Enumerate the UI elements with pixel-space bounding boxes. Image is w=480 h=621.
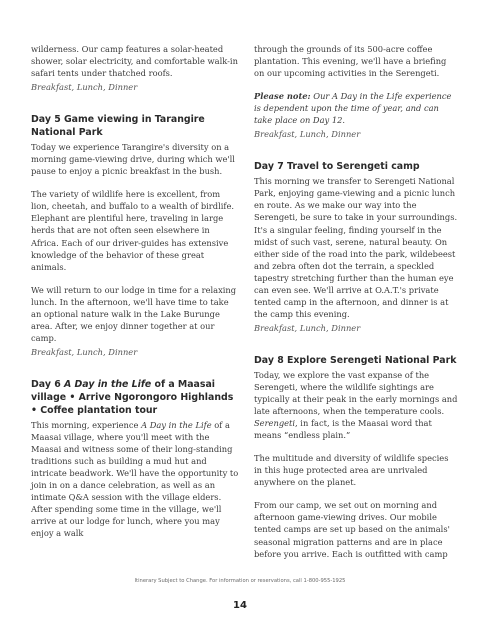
day6-p1-part-a: This morning, experience <box>31 419 142 430</box>
please-note-paragraph <box>254 90 458 126</box>
day7-paragraph-1: This morning we transfer to Serengeti National Park, enjoying game-viewing and a picnic lunch en route. As we make our way into the Serengeti, be sure to take in your surroundings. It's a singular feeling, finding yourself in the midst of such vast, serene, natural beauty. On either side of the road into the park, wildebeest and zebra often dot the terrain, a speckled tapestry stretching further than the human eye can even see. We'll arrive at O.A.T.'s private tented camp in the afternoon, and dinner is at the camp this evening. <box>254 176 458 319</box>
day8-p1-italic: Serengeti <box>254 418 296 429</box>
page-number: 14 <box>233 600 247 611</box>
day8-paragraph-1 <box>254 369 458 441</box>
day6-paragraph-1 <box>31 419 239 539</box>
day6-heading-part-a: Day 6 <box>31 378 64 390</box>
day6-p1-italic: A Day in the Life <box>141 419 212 430</box>
right-intro-paragraph: through the grounds of its 500-acre coffee plantation. This evening, we'll have a briefing on our upcoming activities in the Serengeti. <box>254 44 447 79</box>
right-column <box>254 43 458 560</box>
day5-paragraph-2: The variety of wildlife here is excellent, from lion, cheetah, and buffalo to a wealth of birdlife. Elephant are plentiful here, traveling in large herds that are not often seen elsewhere in Africa. Each of our driver-guides has extensive knowledge of the behavior of these great animals. <box>31 189 234 272</box>
note-part-a: Our <box>310 91 333 102</box>
day5-heading: Day 5 Game viewing in Tarangire National Park <box>31 114 205 139</box>
day8-heading: Day 8 Explore Serengeti National Park <box>254 354 457 366</box>
left-intro-paragraph: wilderness. Our camp features a solar-heated shower, solar electricity, and comfortable walk-in safari tents under thatched roofs. <box>31 44 238 79</box>
day8-p1-part-a: Today, we explore the vast expanse of the Serengeti, where the wildlife sightings are typically at their peak in the early mornings and late afternoons, when the temperature cools. <box>254 369 458 417</box>
day7-meals-line: Breakfast, Lunch, Dinner <box>254 322 361 333</box>
note-italic: A Day in the Life <box>332 91 403 102</box>
day5-paragraph-3: We will return to our lodge in time for a relaxing lunch. In the afternoon, we'll have time to take an optional nature walk in the Lake Burunge area. After, we enjoy dinner together at our camp. <box>31 284 237 343</box>
day5-meals-line: Breakfast, Lunch, Dinner <box>31 346 138 357</box>
day8-p1-part-b: , in fact, is the Maasai word that means “endless plain.” <box>254 418 432 441</box>
day6-heading-part-b: of a Maasai village • Arrive Ngorongoro Highlands • Coffee plantation tour <box>31 378 234 416</box>
meals-line: Breakfast, Lunch, Dinner <box>31 82 138 93</box>
day6-heading <box>31 378 239 417</box>
day5-paragraph-1: Today we experience Tarangire's diversity on a morning game-viewing drive, during which we'll pause to enjoy a picnic breakfast in the bush. <box>31 142 235 177</box>
please-note-label: Please note: <box>254 91 311 102</box>
day7-heading: Day 7 Travel to Serengeti camp <box>254 161 420 173</box>
right-meals-line: Breakfast, Lunch, Dinner <box>254 129 361 140</box>
left-column <box>31 43 239 539</box>
day8-paragraph-3: From our camp, we set out on morning and afternoon game-viewing drives. Our mobile tented camps are set up based on the animals' seasonal migration patterns and are in place before you arrive. Each is outfitted with camp <box>254 500 450 559</box>
day8-paragraph-2: The multitude and diversity of wildlife species in this huge protected area are unrivaled anywhere on the planet. <box>254 453 449 488</box>
day6-heading-italic: A Day in the Life <box>63 378 152 390</box>
day6-p1-part-b: of a Maasai village, where you'll meet with the Maasai and witness some of their long-standing traditions such as building a mud hut and intricate beadwork. We'll have the opportunity to join in on a dance celebration, as well as an intimate Q&A session with the village elders. After spending some time in the village, we'll arrive at our lodge for lunch, where you may enjoy a walk <box>31 419 239 539</box>
note-part-b: experience is dependent upon the time of year, and can take place on Day 12. <box>254 91 452 126</box>
footer-contact-line: Itinerary Subject to Change. For information or reservations, call 1-800-955-1925 <box>134 578 346 584</box>
